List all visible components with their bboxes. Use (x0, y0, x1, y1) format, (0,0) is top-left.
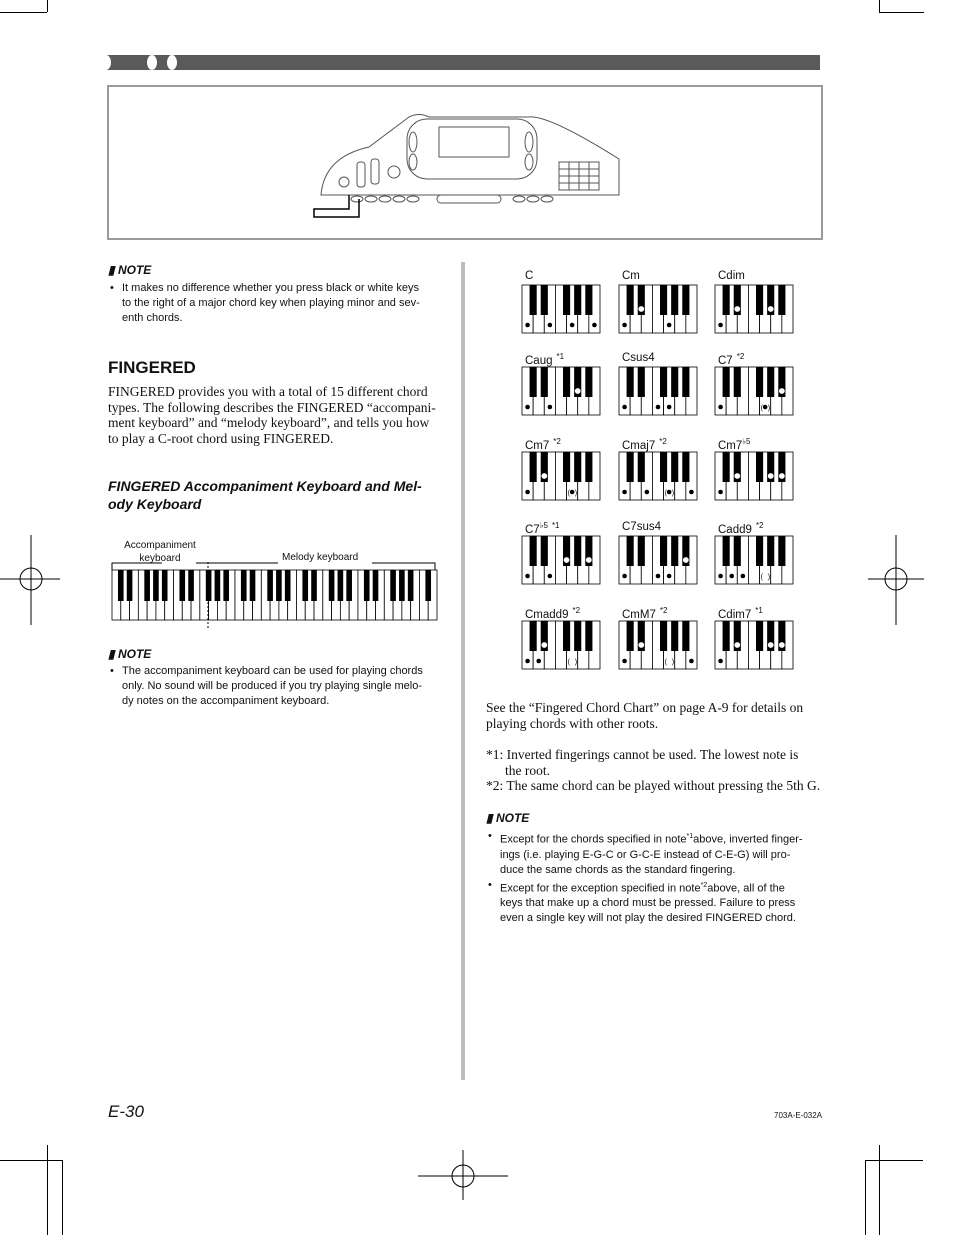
chord-keyboard-diagram (715, 621, 793, 671)
registration-mark-right (868, 535, 928, 625)
chord-label: Caug $^{*1}$ (525, 352, 565, 367)
chord-keyboard-diagram (619, 452, 697, 502)
fingered-description: FINGERED provides you with a total of 15 different chord types. The following describes the FINGERED “accompani- ment keyboard” and “melody keyboard”, and tells you how to play a C-root chord using FINGERED. (108, 384, 436, 446)
chord-label: Cmaj7 $^{*2}$ (622, 437, 667, 452)
column-divider (461, 262, 465, 1080)
section-subheading: FINGERED Accompaniment Keyboard and Mel- ody Keyboard (108, 478, 422, 512)
footnote-2: *2: The same chord can be played without pressing the 5th G. (486, 778, 821, 793)
chord-label: Cdim7 $^{*1}$ (718, 606, 763, 621)
crop-mark (879, 12, 924, 13)
crop-mark (47, 0, 48, 12)
registration-mark-bottom (418, 1150, 508, 1200)
chord-label: Cm7 $^{*2}$ (525, 437, 561, 452)
chord-label: Cadd9 $^{*2}$ (718, 521, 764, 536)
svg-text:(: ( (760, 405, 763, 412)
chord-keyboard-diagram (522, 285, 600, 335)
note-heading: ▮ NOTE (108, 647, 152, 661)
svg-text:): ) (671, 659, 675, 666)
chord-keyboard-diagram (522, 367, 600, 417)
chord-keyboard-diagram (715, 452, 793, 502)
chord-label: Cdim (718, 270, 745, 282)
fingered-heading: FINGERED (108, 358, 196, 377)
chord-keyboard-diagram (715, 285, 793, 335)
chord-label: C (525, 270, 534, 282)
chord-keyboard-diagram (619, 285, 697, 335)
chord-label: Cmadd9 $^{*2}$ (525, 606, 581, 621)
crop-mark (62, 1160, 63, 1235)
keyboard-panel-illustration (107, 85, 823, 240)
crop-mark (865, 1160, 923, 1161)
svg-text:(: ( (760, 574, 763, 581)
chord-keyboard-diagram (715, 536, 793, 586)
header-bar (107, 55, 820, 70)
crop-mark (879, 1145, 880, 1235)
svg-text:(: ( (567, 490, 570, 497)
svg-text:(: ( (664, 490, 667, 497)
note-heading: ▮ NOTE (108, 263, 152, 277)
crop-mark (0, 1160, 62, 1161)
chord-label: $Cm7^{♭5}$ (718, 437, 751, 452)
chord-keyboard-diagram (619, 536, 697, 586)
note-3: • Except for the chords specified in note$^{*1}$above, inverted finger- ings (i.e. playing E-G-C or G-C-E instead of C-E-G) will pro- duce the same chords as the standard fingering. • Except for the exception specified in note$^{*2}$above, all of the keys that make up a chord must be pressed. Failure to press even a single key will not play the desired FINGERED chord. (486, 829, 826, 926)
footnote-1: *1: Inverted fingerings cannot be used. The lowest note is the root. (486, 747, 799, 778)
full-keyboard (112, 570, 437, 630)
note-heading: ▮ NOTE (486, 811, 530, 825)
chord-label: $C7^{♭5}$ $^{*1}$ (525, 521, 560, 536)
chord-keyboard-diagram (522, 621, 600, 671)
svg-text:): ) (767, 405, 771, 412)
chord-keyboard-diagram (522, 452, 600, 502)
svg-text:(: ( (567, 659, 570, 666)
crop-mark (47, 1145, 48, 1235)
crop-mark (865, 1160, 866, 1235)
svg-text:): ) (574, 659, 578, 666)
chord-label: Cm (622, 270, 640, 282)
registration-mark-left (0, 535, 60, 625)
svg-text:): ) (767, 574, 771, 581)
chord-keyboard-diagram (619, 367, 697, 417)
note-2: • The accompaniment keyboard can be used for playing chords only. No sound will be produced if you try playing single melo- dy notes on the accompaniment keyboard. (108, 664, 453, 709)
svg-text:): ) (671, 490, 675, 497)
svg-text:(: ( (664, 659, 667, 666)
chord-label: C7 $^{*2}$ (718, 352, 745, 367)
crop-mark (0, 12, 47, 13)
document-code: 703A-E-032A (774, 1111, 823, 1120)
page-number: E-30 (108, 1102, 144, 1121)
note-1: • It makes no difference whether you press black or white keys to the right of a major chord key when playing minor and sev- enth chords. (108, 281, 448, 326)
chord-label: Csus4 (622, 352, 655, 364)
chord-keyboard-diagram (715, 367, 793, 417)
accompaniment-label: Accompaniment keyboard (124, 540, 196, 564)
svg-text:): ) (574, 490, 578, 497)
chord-label: CmM7 $^{*2}$ (622, 606, 668, 621)
chord-keyboard-diagram (619, 621, 697, 671)
crop-mark (879, 0, 880, 12)
melody-label: Melody keyboard (282, 552, 359, 563)
chord-keyboard-diagram (522, 536, 600, 586)
see-chart-text: See the “Fingered Chord Chart” on page A-9 for details on playing chords with other roots. (486, 700, 804, 731)
chord-label: C7sus4 (622, 521, 661, 533)
